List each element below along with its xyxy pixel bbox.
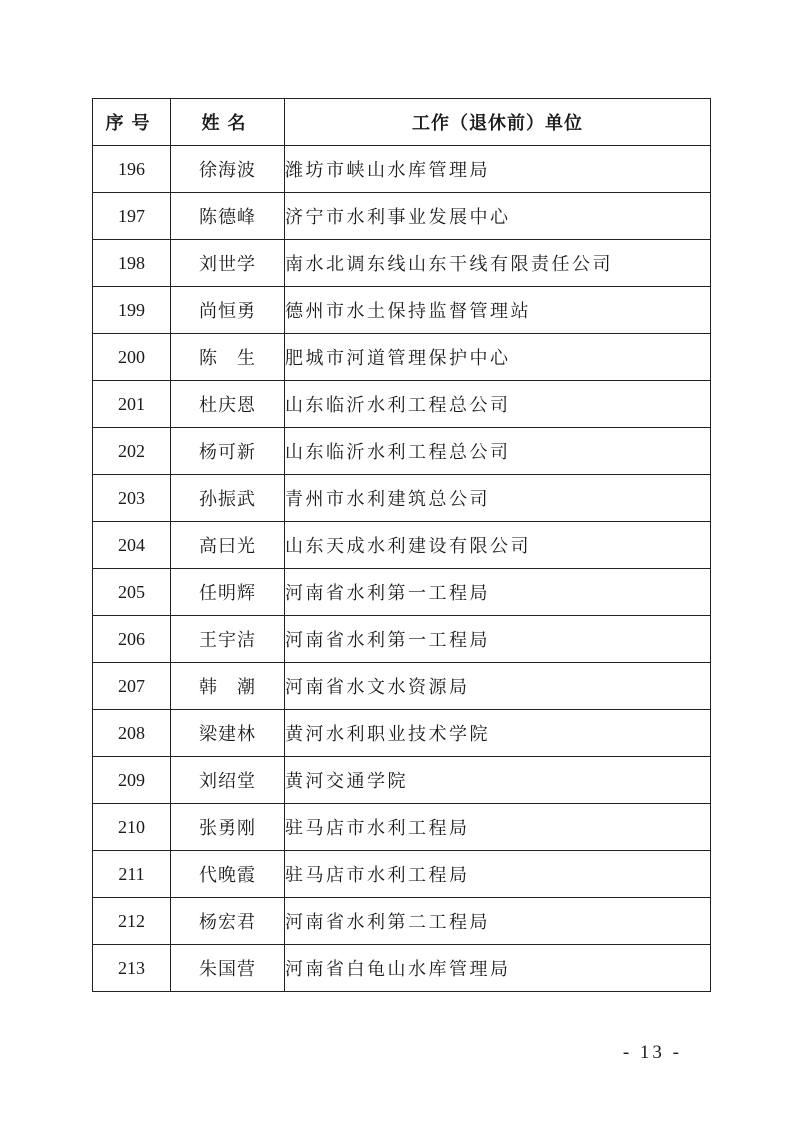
name-cell: 刘世学 [171,240,285,287]
work-unit-cell: 河南省水利第二工程局 [285,898,711,945]
name-cell: 韩 潮 [171,663,285,710]
serial-number-cell: 198 [93,240,171,287]
table-row [93,569,711,616]
work-unit-cell: 河南省水利第一工程局 [285,569,711,616]
name-cell: 梁建林 [171,710,285,757]
name-cell: 杨可新 [171,428,285,475]
table-row [93,663,711,710]
name-cell: 刘绍堂 [171,757,285,804]
roster-table [92,98,711,992]
work-unit-cell: 山东临沂水利工程总公司 [285,381,711,428]
table-row [93,851,711,898]
work-unit-cell: 驻马店市水利工程局 [285,851,711,898]
table-row [93,757,711,804]
table-row [93,334,711,381]
page-number: - 13 - [622,1042,682,1063]
table-row [93,804,711,851]
header-row [93,99,711,146]
table-header [93,99,711,146]
serial-number-cell: 208 [93,710,171,757]
serial-number-cell: 200 [93,334,171,381]
serial-number-cell: 211 [93,851,171,898]
serial-number-cell: 207 [93,663,171,710]
table-row [93,710,711,757]
serial-number-cell: 199 [93,287,171,334]
name-cell: 张勇刚 [171,804,285,851]
name-cell: 陈 生 [171,334,285,381]
serial-number-cell: 197 [93,193,171,240]
name-cell: 徐海波 [171,146,285,193]
work-unit-cell: 河南省白龟山水库管理局 [285,945,711,992]
header-name: 姓名 [171,99,285,146]
serial-number-cell: 206 [93,616,171,663]
table-row [93,522,711,569]
table-row [93,240,711,287]
serial-number-cell: 210 [93,804,171,851]
work-unit-cell: 肥城市河道管理保护中心 [285,334,711,381]
name-cell: 杨宏君 [171,898,285,945]
work-unit-cell: 河南省水利第一工程局 [285,616,711,663]
name-cell: 杜庆恩 [171,381,285,428]
work-unit-cell: 济宁市水利事业发展中心 [285,193,711,240]
serial-number-cell: 205 [93,569,171,616]
table-row [93,945,711,992]
serial-number-cell: 196 [93,146,171,193]
work-unit-cell: 南水北调东线山东干线有限责任公司 [285,240,711,287]
serial-number-cell: 209 [93,757,171,804]
table-row [93,428,711,475]
table-row [93,146,711,193]
roster-table-container [92,98,710,992]
serial-number-cell: 213 [93,945,171,992]
work-unit-cell: 德州市水土保持监督管理站 [285,287,711,334]
name-cell: 高曰光 [171,522,285,569]
serial-number-cell: 204 [93,522,171,569]
work-unit-cell: 山东临沂水利工程总公司 [285,428,711,475]
table-row [93,475,711,522]
work-unit-cell: 潍坊市峡山水库管理局 [285,146,711,193]
name-cell: 任明辉 [171,569,285,616]
serial-number-cell: 212 [93,898,171,945]
serial-number-cell: 202 [93,428,171,475]
name-cell: 朱国营 [171,945,285,992]
work-unit-cell: 黄河交通学院 [285,757,711,804]
work-unit-cell: 青州市水利建筑总公司 [285,475,711,522]
table-row [93,616,711,663]
name-cell: 代晚霞 [171,851,285,898]
table-row [93,193,711,240]
table-row [93,898,711,945]
serial-number-cell: 201 [93,381,171,428]
work-unit-cell: 河南省水文水资源局 [285,663,711,710]
work-unit-cell: 黄河水利职业技术学院 [285,710,711,757]
name-cell: 陈德峰 [171,193,285,240]
name-cell: 尚恒勇 [171,287,285,334]
work-unit-cell: 山东天成水利建设有限公司 [285,522,711,569]
header-work-unit: 工作（退休前）单位 [285,99,711,146]
name-cell: 孙振武 [171,475,285,522]
table-row [93,287,711,334]
serial-number-cell: 203 [93,475,171,522]
table-row [93,381,711,428]
table-body [93,146,711,992]
name-cell: 王宇洁 [171,616,285,663]
work-unit-cell: 驻马店市水利工程局 [285,804,711,851]
header-serial-number: 序号 [93,99,171,146]
